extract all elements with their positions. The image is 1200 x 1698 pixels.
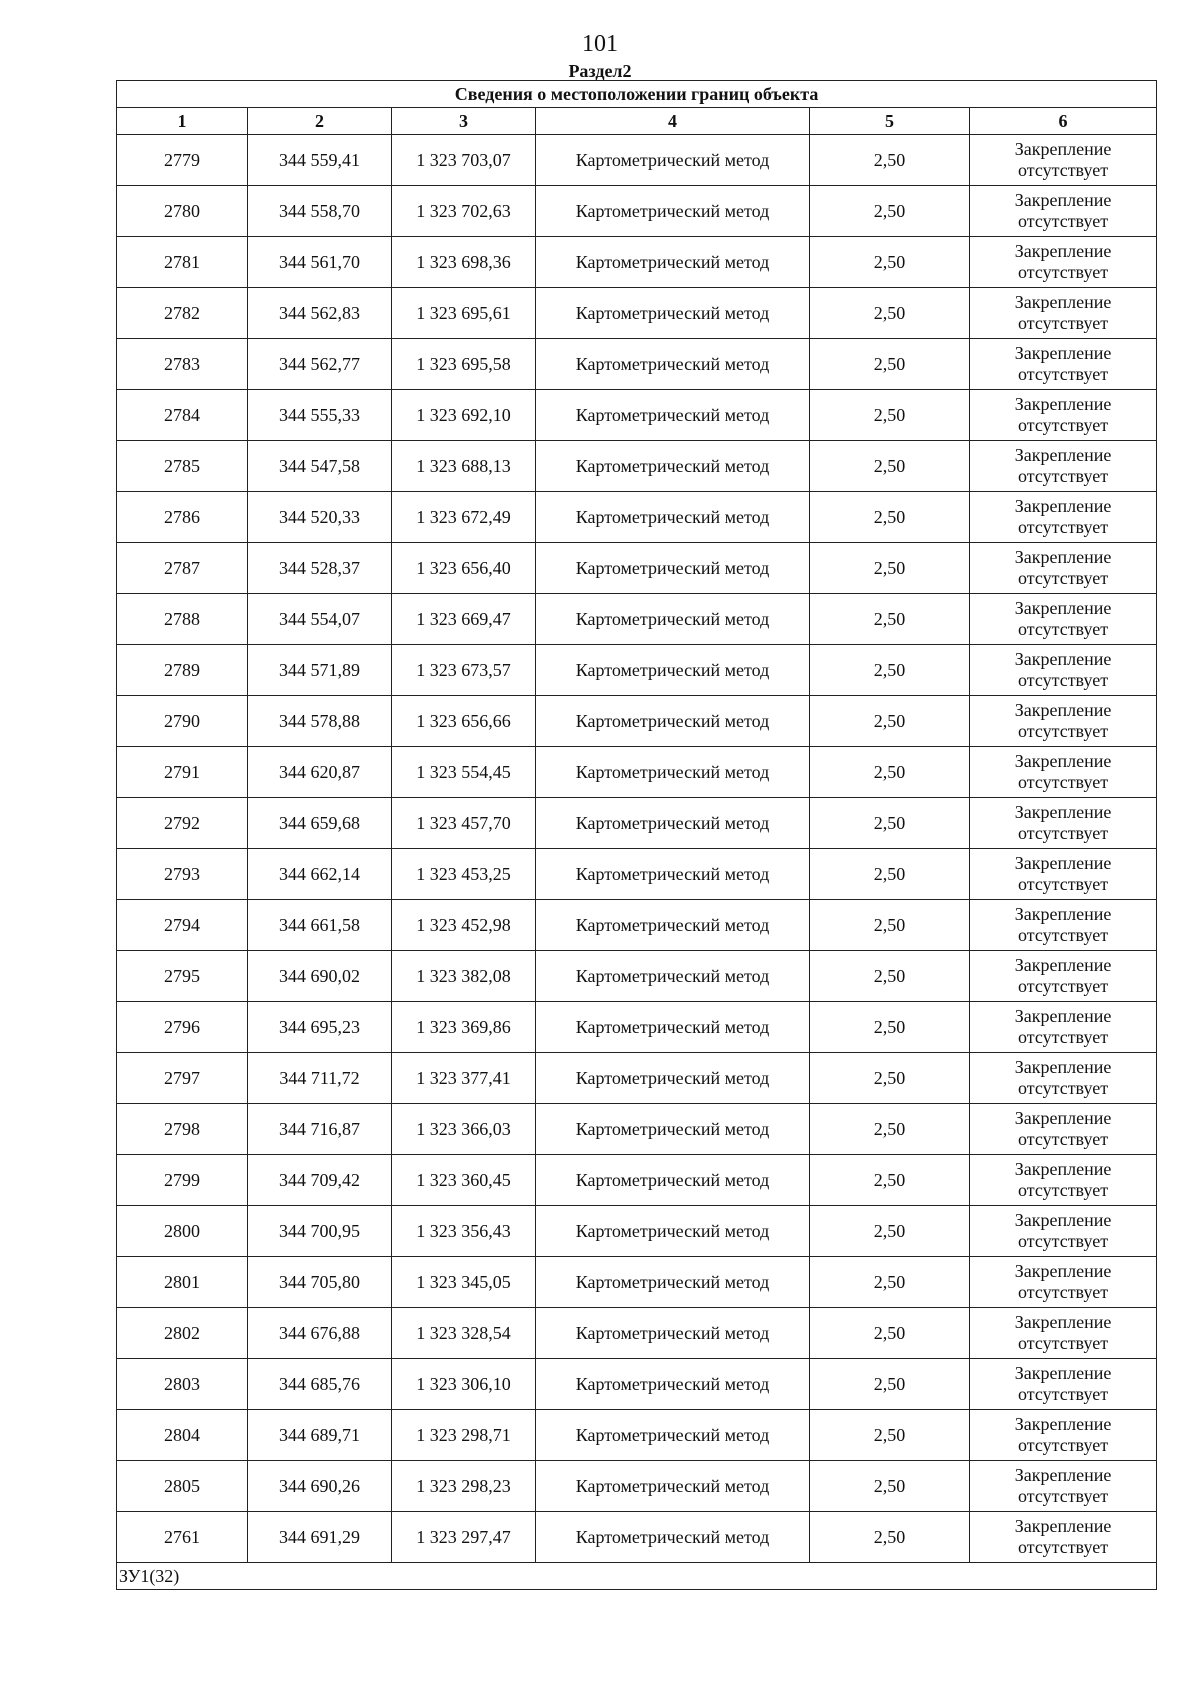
fixation-line-2: отсутствует bbox=[1018, 1129, 1109, 1149]
fixation-cell bbox=[970, 1206, 1157, 1257]
fixation-line-1: Закрепление bbox=[1014, 1006, 1112, 1026]
accuracy-cell: 2,50 bbox=[810, 1104, 970, 1155]
y-coordinate-cell: 1 323 656,66 bbox=[392, 696, 536, 747]
fixation-line-2: отсутствует bbox=[1018, 262, 1109, 282]
accuracy-cell: 2,50 bbox=[810, 237, 970, 288]
fixation-cell bbox=[970, 135, 1157, 186]
x-coordinate-cell: 344 709,42 bbox=[248, 1155, 392, 1206]
fixation-cell bbox=[970, 645, 1157, 696]
point-cell: 2793 bbox=[117, 849, 248, 900]
accuracy-cell: 2,50 bbox=[810, 696, 970, 747]
fixation-cell bbox=[970, 1104, 1157, 1155]
accuracy-cell: 2,50 bbox=[810, 339, 970, 390]
fixation-line-2: отсутствует bbox=[1018, 619, 1109, 639]
fixation-cell bbox=[970, 543, 1157, 594]
fixation-line-2: отсутствует bbox=[1018, 517, 1109, 537]
fixation-line-1: Закрепление bbox=[1014, 853, 1112, 873]
section-title: Раздел2 bbox=[568, 61, 632, 81]
x-coordinate-cell: 344 691,29 bbox=[248, 1512, 392, 1563]
fixation-line-2: отсутствует bbox=[1018, 211, 1109, 231]
y-coordinate-cell: 1 323 695,58 bbox=[392, 339, 536, 390]
y-coordinate-cell: 1 323 695,61 bbox=[392, 288, 536, 339]
fixation-line-2: отсутствует bbox=[1018, 160, 1109, 180]
y-coordinate-cell: 1 323 554,45 bbox=[392, 747, 536, 798]
method-cell: Картометрический метод bbox=[536, 135, 810, 186]
accuracy-cell: 2,50 bbox=[810, 951, 970, 1002]
point-cell: 2785 bbox=[117, 441, 248, 492]
footer-row bbox=[117, 1563, 1157, 1590]
y-coordinate-cell: 1 323 453,25 bbox=[392, 849, 536, 900]
table-row bbox=[117, 339, 1157, 390]
x-coordinate-cell: 344 689,71 bbox=[248, 1410, 392, 1461]
table-row bbox=[117, 1512, 1157, 1563]
fixation-cell bbox=[970, 1461, 1157, 1512]
method-cell: Картометрический метод bbox=[536, 441, 810, 492]
y-coordinate-cell: 1 323 345,05 bbox=[392, 1257, 536, 1308]
method-cell: Картометрический метод bbox=[536, 1359, 810, 1410]
column-header-row bbox=[117, 108, 1157, 135]
table-row bbox=[117, 747, 1157, 798]
fixation-cell bbox=[970, 696, 1157, 747]
point-cell: 2791 bbox=[117, 747, 248, 798]
table-row bbox=[117, 900, 1157, 951]
table-row bbox=[117, 696, 1157, 747]
column-header: 4 bbox=[536, 108, 810, 135]
x-coordinate-cell: 344 685,76 bbox=[248, 1359, 392, 1410]
x-coordinate-cell: 344 716,87 bbox=[248, 1104, 392, 1155]
table-row bbox=[117, 135, 1157, 186]
x-coordinate-cell: 344 528,37 bbox=[248, 543, 392, 594]
x-coordinate-cell: 344 700,95 bbox=[248, 1206, 392, 1257]
accuracy-cell: 2,50 bbox=[810, 594, 970, 645]
fixation-cell bbox=[970, 951, 1157, 1002]
table-row bbox=[117, 492, 1157, 543]
fixation-line-1: Закрепление bbox=[1014, 598, 1112, 618]
fixation-line-1: Закрепление bbox=[1014, 1312, 1112, 1332]
accuracy-cell: 2,50 bbox=[810, 492, 970, 543]
table-row bbox=[117, 543, 1157, 594]
y-coordinate-cell: 1 323 672,49 bbox=[392, 492, 536, 543]
table-row bbox=[117, 798, 1157, 849]
table-row bbox=[117, 1002, 1157, 1053]
y-coordinate-cell: 1 323 692,10 bbox=[392, 390, 536, 441]
fixation-line-2: отсутствует bbox=[1018, 1486, 1109, 1506]
fixation-line-2: отсутствует bbox=[1018, 1435, 1109, 1455]
point-cell: 2800 bbox=[117, 1206, 248, 1257]
table-row bbox=[117, 441, 1157, 492]
point-cell: 2779 bbox=[117, 135, 248, 186]
boundary-table bbox=[116, 80, 1157, 1590]
x-coordinate-cell: 344 676,88 bbox=[248, 1308, 392, 1359]
method-cell: Картометрический метод bbox=[536, 1512, 810, 1563]
page-number: 101 bbox=[582, 31, 618, 57]
x-coordinate-cell: 344 620,87 bbox=[248, 747, 392, 798]
x-coordinate-cell: 344 578,88 bbox=[248, 696, 392, 747]
fixation-cell bbox=[970, 1308, 1157, 1359]
accuracy-cell: 2,50 bbox=[810, 1002, 970, 1053]
x-coordinate-cell: 344 561,70 bbox=[248, 237, 392, 288]
table-row bbox=[117, 1155, 1157, 1206]
accuracy-cell: 2,50 bbox=[810, 1410, 970, 1461]
fixation-line-1: Закрепление bbox=[1014, 1465, 1112, 1485]
fixation-cell bbox=[970, 492, 1157, 543]
table-row bbox=[117, 288, 1157, 339]
fixation-cell bbox=[970, 1155, 1157, 1206]
fixation-cell bbox=[970, 798, 1157, 849]
fixation-line-2: отсутствует bbox=[1018, 1537, 1109, 1557]
fixation-line-2: отсутствует bbox=[1018, 721, 1109, 741]
fixation-line-2: отсутствует bbox=[1018, 670, 1109, 690]
table-row bbox=[117, 1053, 1157, 1104]
table-row bbox=[117, 1206, 1157, 1257]
fixation-cell bbox=[970, 1512, 1157, 1563]
column-header: 5 bbox=[810, 108, 970, 135]
y-coordinate-cell: 1 323 297,47 bbox=[392, 1512, 536, 1563]
fixation-line-2: отсутствует bbox=[1018, 1231, 1109, 1251]
method-cell: Картометрический метод bbox=[536, 747, 810, 798]
y-coordinate-cell: 1 323 298,23 bbox=[392, 1461, 536, 1512]
method-cell: Картометрический метод bbox=[536, 594, 810, 645]
fixation-line-2: отсутствует bbox=[1018, 1333, 1109, 1353]
fixation-line-1: Закрепление bbox=[1014, 751, 1112, 771]
fixation-line-1: Закрепление bbox=[1014, 1210, 1112, 1230]
point-cell: 2803 bbox=[117, 1359, 248, 1410]
point-cell: 2789 bbox=[117, 645, 248, 696]
fixation-line-2: отсутствует bbox=[1018, 364, 1109, 384]
method-cell: Картометрический метод bbox=[536, 1308, 810, 1359]
column-header: 2 bbox=[248, 108, 392, 135]
y-coordinate-cell: 1 323 457,70 bbox=[392, 798, 536, 849]
fixation-line-2: отсутствует bbox=[1018, 1282, 1109, 1302]
method-cell: Картометрический метод bbox=[536, 288, 810, 339]
fixation-line-2: отсутствует bbox=[1018, 1078, 1109, 1098]
x-coordinate-cell: 344 555,33 bbox=[248, 390, 392, 441]
fixation-line-2: отсутствует bbox=[1018, 1027, 1109, 1047]
method-cell: Картометрический метод bbox=[536, 543, 810, 594]
table-row bbox=[117, 1104, 1157, 1155]
table-row bbox=[117, 1410, 1157, 1461]
accuracy-cell: 2,50 bbox=[810, 135, 970, 186]
point-cell: 2783 bbox=[117, 339, 248, 390]
x-coordinate-cell: 344 661,58 bbox=[248, 900, 392, 951]
x-coordinate-cell: 344 690,02 bbox=[248, 951, 392, 1002]
fixation-line-1: Закрепление bbox=[1014, 292, 1112, 312]
x-coordinate-cell: 344 562,83 bbox=[248, 288, 392, 339]
y-coordinate-cell: 1 323 698,36 bbox=[392, 237, 536, 288]
fixation-line-2: отсутствует bbox=[1018, 874, 1109, 894]
fixation-line-2: отсутствует bbox=[1018, 466, 1109, 486]
fixation-cell bbox=[970, 237, 1157, 288]
fixation-cell bbox=[970, 900, 1157, 951]
point-cell: 2788 bbox=[117, 594, 248, 645]
method-cell: Картометрический метод bbox=[536, 645, 810, 696]
column-header: 6 bbox=[970, 108, 1157, 135]
method-cell: Картометрический метод bbox=[536, 1461, 810, 1512]
y-coordinate-cell: 1 323 356,43 bbox=[392, 1206, 536, 1257]
accuracy-cell: 2,50 bbox=[810, 543, 970, 594]
point-cell: 2802 bbox=[117, 1308, 248, 1359]
x-coordinate-cell: 344 547,58 bbox=[248, 441, 392, 492]
method-cell: Картометрический метод bbox=[536, 900, 810, 951]
fixation-line-1: Закрепление bbox=[1014, 649, 1112, 669]
method-cell: Картометрический метод bbox=[536, 1410, 810, 1461]
x-coordinate-cell: 344 520,33 bbox=[248, 492, 392, 543]
fixation-cell bbox=[970, 1002, 1157, 1053]
method-cell: Картометрический метод bbox=[536, 1155, 810, 1206]
method-cell: Картометрический метод bbox=[536, 390, 810, 441]
x-coordinate-cell: 344 695,23 bbox=[248, 1002, 392, 1053]
accuracy-cell: 2,50 bbox=[810, 1257, 970, 1308]
point-cell: 2792 bbox=[117, 798, 248, 849]
method-cell: Картометрический метод bbox=[536, 1053, 810, 1104]
x-coordinate-cell: 344 554,07 bbox=[248, 594, 392, 645]
point-cell: 2801 bbox=[117, 1257, 248, 1308]
accuracy-cell: 2,50 bbox=[810, 798, 970, 849]
footer-label: ЗУ1(32) bbox=[117, 1563, 1157, 1590]
y-coordinate-cell: 1 323 703,07 bbox=[392, 135, 536, 186]
fixation-cell bbox=[970, 594, 1157, 645]
table-row bbox=[117, 951, 1157, 1002]
accuracy-cell: 2,50 bbox=[810, 1206, 970, 1257]
fixation-line-1: Закрепление bbox=[1014, 1108, 1112, 1128]
table-row bbox=[117, 594, 1157, 645]
accuracy-cell: 2,50 bbox=[810, 390, 970, 441]
table-row bbox=[117, 849, 1157, 900]
method-cell: Картометрический метод bbox=[536, 237, 810, 288]
table-row bbox=[117, 186, 1157, 237]
point-cell: 2804 bbox=[117, 1410, 248, 1461]
fixation-line-1: Закрепление bbox=[1014, 904, 1112, 924]
x-coordinate-cell: 344 662,14 bbox=[248, 849, 392, 900]
x-coordinate-cell: 344 690,26 bbox=[248, 1461, 392, 1512]
table-title: Сведения о местоположении границ объекта bbox=[117, 81, 1157, 108]
point-cell: 2796 bbox=[117, 1002, 248, 1053]
accuracy-cell: 2,50 bbox=[810, 747, 970, 798]
fixation-line-1: Закрепление bbox=[1014, 802, 1112, 822]
fixation-line-2: отсутствует bbox=[1018, 568, 1109, 588]
fixation-line-2: отсутствует bbox=[1018, 1180, 1109, 1200]
fixation-cell bbox=[970, 1359, 1157, 1410]
fixation-line-1: Закрепление bbox=[1014, 496, 1112, 516]
fixation-cell bbox=[970, 849, 1157, 900]
method-cell: Картометрический метод bbox=[536, 1104, 810, 1155]
table-row bbox=[117, 1257, 1157, 1308]
fixation-line-1: Закрепление bbox=[1014, 1363, 1112, 1383]
method-cell: Картометрический метод bbox=[536, 186, 810, 237]
accuracy-cell: 2,50 bbox=[810, 186, 970, 237]
fixation-cell bbox=[970, 339, 1157, 390]
x-coordinate-cell: 344 711,72 bbox=[248, 1053, 392, 1104]
fixation-cell bbox=[970, 1257, 1157, 1308]
accuracy-cell: 2,50 bbox=[810, 1359, 970, 1410]
fixation-line-1: Закрепление bbox=[1014, 547, 1112, 567]
x-coordinate-cell: 344 559,41 bbox=[248, 135, 392, 186]
point-cell: 2784 bbox=[117, 390, 248, 441]
accuracy-cell: 2,50 bbox=[810, 1308, 970, 1359]
fixation-line-1: Закрепление bbox=[1014, 955, 1112, 975]
x-coordinate-cell: 344 562,77 bbox=[248, 339, 392, 390]
point-cell: 2780 bbox=[117, 186, 248, 237]
method-cell: Картометрический метод bbox=[536, 696, 810, 747]
table-row bbox=[117, 390, 1157, 441]
point-cell: 2797 bbox=[117, 1053, 248, 1104]
x-coordinate-cell: 344 659,68 bbox=[248, 798, 392, 849]
fixation-line-1: Закрепление bbox=[1014, 343, 1112, 363]
fixation-line-1: Закрепление bbox=[1014, 1261, 1112, 1281]
accuracy-cell: 2,50 bbox=[810, 1512, 970, 1563]
accuracy-cell: 2,50 bbox=[810, 849, 970, 900]
y-coordinate-cell: 1 323 298,71 bbox=[392, 1410, 536, 1461]
accuracy-cell: 2,50 bbox=[810, 645, 970, 696]
method-cell: Картометрический метод bbox=[536, 951, 810, 1002]
y-coordinate-cell: 1 323 328,54 bbox=[392, 1308, 536, 1359]
point-cell: 2795 bbox=[117, 951, 248, 1002]
accuracy-cell: 2,50 bbox=[810, 288, 970, 339]
table-row bbox=[117, 645, 1157, 696]
fixation-cell bbox=[970, 1410, 1157, 1461]
fixation-cell bbox=[970, 747, 1157, 798]
fixation-cell bbox=[970, 186, 1157, 237]
y-coordinate-cell: 1 323 306,10 bbox=[392, 1359, 536, 1410]
method-cell: Картометрический метод bbox=[536, 798, 810, 849]
accuracy-cell: 2,50 bbox=[810, 441, 970, 492]
y-coordinate-cell: 1 323 669,47 bbox=[392, 594, 536, 645]
fixation-line-1: Закрепление bbox=[1014, 1159, 1112, 1179]
y-coordinate-cell: 1 323 366,03 bbox=[392, 1104, 536, 1155]
table-row bbox=[117, 1359, 1157, 1410]
x-coordinate-cell: 344 558,70 bbox=[248, 186, 392, 237]
fixation-line-2: отсутствует bbox=[1018, 976, 1109, 996]
fixation-line-1: Закрепление bbox=[1014, 241, 1112, 261]
method-cell: Картометрический метод bbox=[536, 492, 810, 543]
y-coordinate-cell: 1 323 688,13 bbox=[392, 441, 536, 492]
method-cell: Картометрический метод bbox=[536, 339, 810, 390]
x-coordinate-cell: 344 571,89 bbox=[248, 645, 392, 696]
table-row bbox=[117, 1461, 1157, 1512]
column-header: 1 bbox=[117, 108, 248, 135]
fixation-line-1: Закрепление bbox=[1014, 700, 1112, 720]
point-cell: 2798 bbox=[117, 1104, 248, 1155]
fixation-line-1: Закрепление bbox=[1014, 139, 1112, 159]
point-cell: 2787 bbox=[117, 543, 248, 594]
point-cell: 2790 bbox=[117, 696, 248, 747]
fixation-line-1: Закрепление bbox=[1014, 190, 1112, 210]
fixation-line-1: Закрепление bbox=[1014, 445, 1112, 465]
method-cell: Картометрический метод bbox=[536, 1206, 810, 1257]
point-cell: 2794 bbox=[117, 900, 248, 951]
accuracy-cell: 2,50 bbox=[810, 1461, 970, 1512]
fixation-line-1: Закрепление bbox=[1014, 1516, 1112, 1536]
fixation-cell bbox=[970, 288, 1157, 339]
fixation-line-2: отсутствует bbox=[1018, 1384, 1109, 1404]
point-cell: 2799 bbox=[117, 1155, 248, 1206]
y-coordinate-cell: 1 323 377,41 bbox=[392, 1053, 536, 1104]
fixation-line-2: отсутствует bbox=[1018, 925, 1109, 945]
point-cell: 2782 bbox=[117, 288, 248, 339]
accuracy-cell: 2,50 bbox=[810, 1053, 970, 1104]
accuracy-cell: 2,50 bbox=[810, 1155, 970, 1206]
fixation-line-1: Закрепление bbox=[1014, 394, 1112, 414]
fixation-line-1: Закрепление bbox=[1014, 1414, 1112, 1434]
fixation-cell bbox=[970, 441, 1157, 492]
y-coordinate-cell: 1 323 656,40 bbox=[392, 543, 536, 594]
table-row bbox=[117, 1308, 1157, 1359]
fixation-cell bbox=[970, 390, 1157, 441]
fixation-line-2: отсутствует bbox=[1018, 772, 1109, 792]
x-coordinate-cell: 344 705,80 bbox=[248, 1257, 392, 1308]
y-coordinate-cell: 1 323 452,98 bbox=[392, 900, 536, 951]
method-cell: Картометрический метод bbox=[536, 849, 810, 900]
table-row bbox=[117, 237, 1157, 288]
point-cell: 2805 bbox=[117, 1461, 248, 1512]
fixation-line-2: отсутствует bbox=[1018, 823, 1109, 843]
fixation-cell bbox=[970, 1053, 1157, 1104]
point-cell: 2786 bbox=[117, 492, 248, 543]
table-caption-row bbox=[117, 81, 1157, 108]
point-cell: 2761 bbox=[117, 1512, 248, 1563]
y-coordinate-cell: 1 323 382,08 bbox=[392, 951, 536, 1002]
accuracy-cell: 2,50 bbox=[810, 900, 970, 951]
column-header: 3 bbox=[392, 108, 536, 135]
fixation-line-1: Закрепление bbox=[1014, 1057, 1112, 1077]
y-coordinate-cell: 1 323 673,57 bbox=[392, 645, 536, 696]
fixation-line-2: отсутствует bbox=[1018, 415, 1109, 435]
method-cell: Картометрический метод bbox=[536, 1002, 810, 1053]
method-cell: Картометрический метод bbox=[536, 1257, 810, 1308]
fixation-line-2: отсутствует bbox=[1018, 313, 1109, 333]
point-cell: 2781 bbox=[117, 237, 248, 288]
y-coordinate-cell: 1 323 360,45 bbox=[392, 1155, 536, 1206]
y-coordinate-cell: 1 323 369,86 bbox=[392, 1002, 536, 1053]
y-coordinate-cell: 1 323 702,63 bbox=[392, 186, 536, 237]
